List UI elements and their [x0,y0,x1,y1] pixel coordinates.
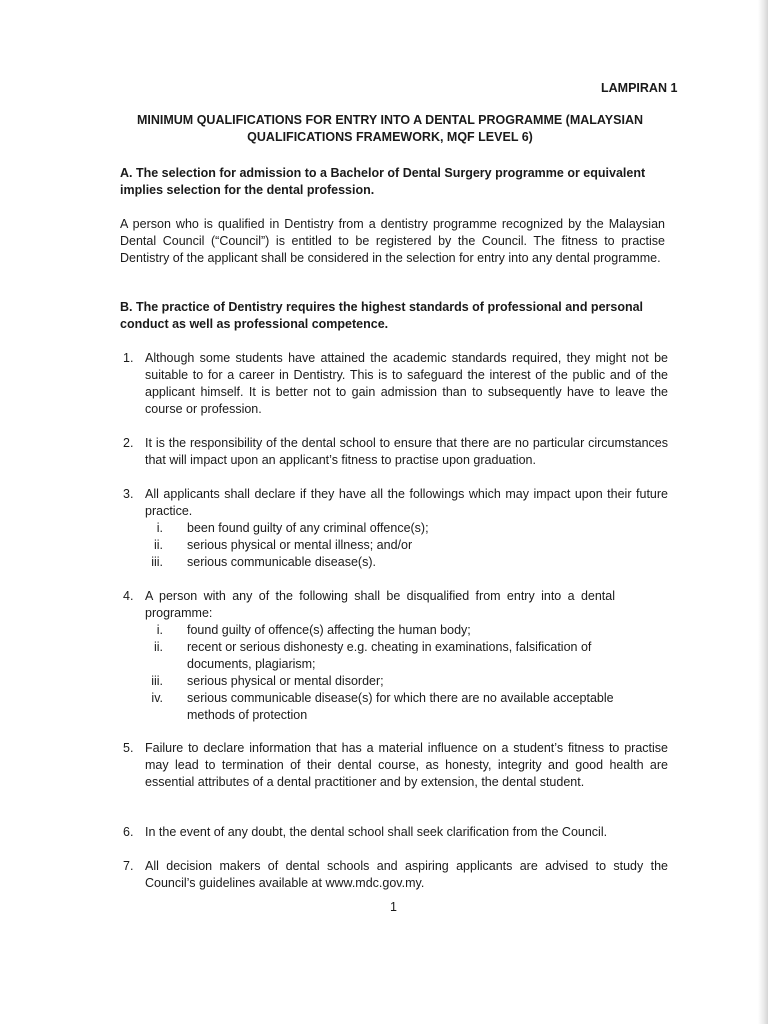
sub-item-number: ii. [153,640,163,654]
item-text: In the event of any doubt, the dental school shall seek clarification from the Council. [145,825,608,839]
item-text: Although some students have attained the academic standards required, they might not be suitable to for a career in Dentistry. This is to safeguard the interest of the public and of the applicant himself. It is better not to gain admission than to subsequently have to leave the course or profession. [145,351,668,416]
sub-item-text: found guilty of offence(s) affecting the human body; [187,623,471,637]
sub-item-text: serious physical or mental illness; and/or [187,538,413,552]
item-number: 4. [123,589,134,603]
list-item [123,588,668,724]
item-number: 2. [123,436,134,450]
sub-item [123,622,668,639]
item-number: 7. [123,859,134,873]
list-item [123,740,668,791]
sub-item-text: serious communicable disease(s) for which there are no available acceptable methods of protection [187,691,614,722]
item-text: All decision makers of dental schools and aspiring applicants are advised to study the Council’s guidelines available at www.mdc.gov.my. [145,859,668,890]
sub-item [123,537,668,554]
item-text: It is the responsibility of the dental school to ensure that there are no particular circumstances that will impact upon an applicant’s fitness to practise upon graduation. [145,436,668,467]
sub-item-number: iii. [151,555,163,569]
page-edge-shadow [758,0,768,1024]
sub-item [123,554,668,571]
sub-item-number: i. [156,623,163,637]
item-number: 5. [123,741,134,755]
item-number: 3. [123,487,134,501]
sub-item-text: serious communicable disease(s). [187,555,376,569]
list-item [123,486,668,571]
item-text: All applicants shall declare if they have all the followings which may impact upon their future practice. [145,487,668,518]
sub-item-number: ii. [153,538,163,552]
item-number: 1. [123,351,134,365]
sub-item [123,673,668,690]
sub-item-text: been found guilty of any criminal offence(s); [187,521,429,535]
section-a-heading: A. The selection for admission to a Bachelor of Dental Surgery programme or equivalent implies selection for the dental profession. [120,166,646,197]
section-b-heading: B. The practice of Dentistry requires the highest standards of professional and personal conduct as well as professional competence. [120,300,644,331]
sub-item-number: iii. [151,674,163,688]
page-number: 1 [390,900,397,914]
sub-item-text: serious physical or mental disorder; [187,674,384,688]
list-item [123,858,668,892]
section-a-paragraph: A person who is qualified in Dentistry from a dentistry programme recognized by the Malaysian Dental Council (“Council”) is entitled to be registered by the Council. The fitness to practise Dentistry of the applicant shall be considered in the selection for entry into any dental programme. [120,217,665,265]
document-title: MINIMUM QUALIFICATIONS FOR ENTRY INTO A DENTAL PROGRAMME (MALAYSIAN QUALIFICATIONS FRAMEWORK, MQF LEVEL 6) [136,113,643,144]
list-item [123,435,668,469]
list-item [123,824,668,841]
sub-item [123,639,668,673]
item-number: 6. [123,825,134,839]
sub-item [123,520,668,537]
sub-item-text: recent or serious dishonesty e.g. cheating in examinations, falsification of documents, plagiarism; [187,640,592,671]
sub-item-number: i. [156,521,163,535]
lampiran-label: LAMPIRAN 1 [601,81,678,95]
item-text: A person with any of the following shall be disqualified from entry into a dental programme: [145,589,615,620]
list-item [123,350,668,418]
sub-item [123,690,668,724]
sub-item-number: iv. [151,691,163,705]
item-text: Failure to declare information that has a material influence on a student’s fitness to practise may lead to termination of their dental course, as honesty, integrity and good health are essential attributes of a dental practitioner and by extension, the dental student. [145,741,668,789]
